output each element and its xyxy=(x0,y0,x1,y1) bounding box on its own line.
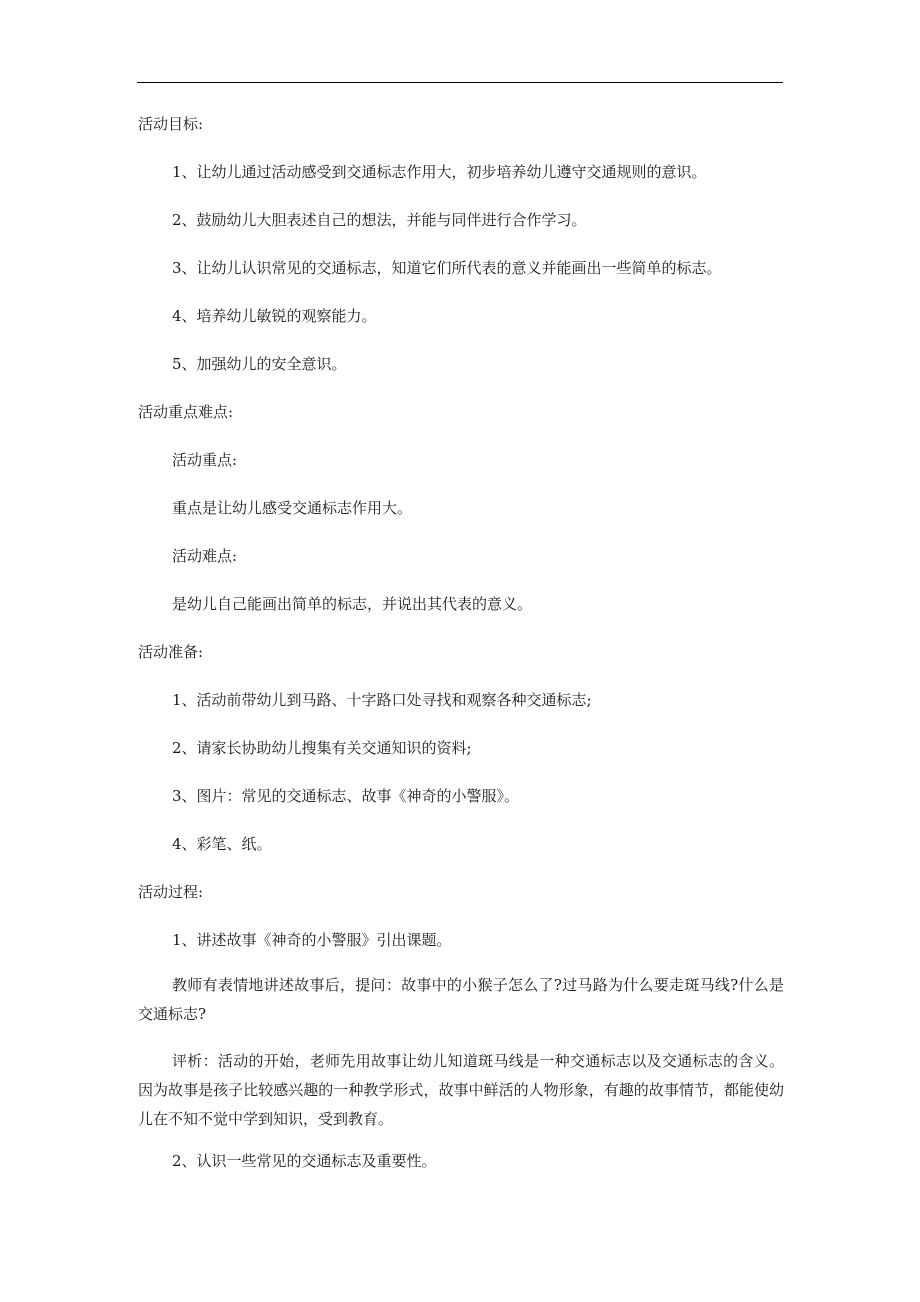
process-heading: 活动过程: xyxy=(138,883,204,901)
preparation-item-1: 1、活动前带幼儿到马路、十字路口处寻找和观察各种交通标志; xyxy=(172,691,592,709)
process-step-2: 2、认识一些常见的交通标志及重要性。 xyxy=(172,1152,437,1170)
objective-item-4: 4、培养幼儿敏锐的观察能力。 xyxy=(172,307,377,325)
keypoints-heading: 活动重点难点: xyxy=(138,403,234,421)
objective-item-2: 2、鼓励幼儿大胆表述自己的想法，并能与同伴进行合作学习。 xyxy=(172,211,587,229)
process-paragraph-question: 教师有表情地讲述故事后，提问：故事中的小猴子怎么了?过马路为什么要走斑马线?什么是交通标志? xyxy=(138,976,784,1023)
process-paragraph-commentary: 评析：活动的开始，老师先用故事让幼儿知道斑马线是一种交通标志以及交通标志的含义。因为故事是孩子比较感兴趣的一种教学形式，故事中鲜活的人物形象，有趣的故事情节，都能使幼儿在不知不觉中学到知识，受到教育。 xyxy=(138,1052,784,1128)
difficulty-label: 活动难点: xyxy=(172,547,238,565)
preparation-item-3: 3、图片：常见的交通标志、故事《神奇的小警服》。 xyxy=(172,787,520,805)
preparation-item-4: 4、彩笔、纸。 xyxy=(172,835,272,853)
objective-item-5: 5、加强幼儿的安全意识。 xyxy=(172,355,347,373)
objectives-heading: 活动目标: xyxy=(138,115,204,133)
difficulty-text: 是幼儿自己能画出简单的标志，并说出其代表的意义。 xyxy=(172,595,533,613)
focus-label: 活动重点: xyxy=(172,451,238,469)
preparation-item-2: 2、请家长协助幼儿搜集有关交通知识的资料; xyxy=(172,739,472,757)
preparation-heading: 活动准备: xyxy=(138,643,204,661)
objective-item-1: 1、让幼儿通过活动感受到交通标志作用大，初步培养幼儿遵守交通规则的意识。 xyxy=(172,163,707,181)
focus-text: 重点是让幼儿感受交通标志作用大。 xyxy=(172,499,413,517)
process-step-1: 1、讲述故事《神奇的小警服》引出课题。 xyxy=(172,931,452,949)
objective-item-3: 3、让幼儿认识常见的交通标志，知道它们所代表的意义并能画出一些简单的标志。 xyxy=(172,259,722,277)
header-rule xyxy=(137,82,783,83)
